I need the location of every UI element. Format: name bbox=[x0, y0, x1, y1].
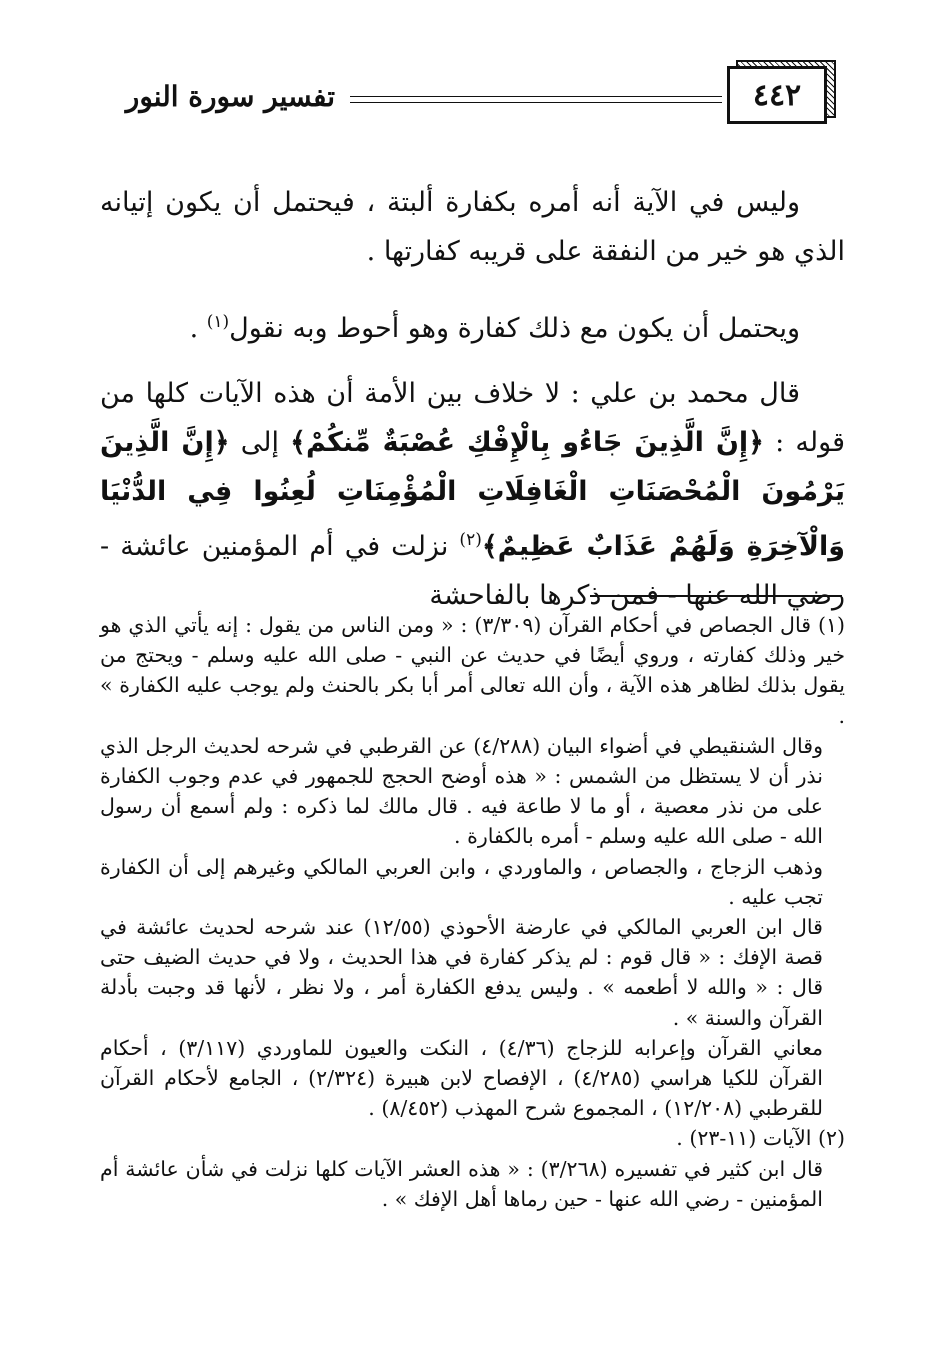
footnote-1-b: وقال الشنقيطي في أضواء البيان (٤/٢٨٨) عن القرطبي في شرحه لحديث الرجل الذي نذر أن لا يستظل من الشمس : « هذه أوضح الحجج للجمهور في عدم وجوب الكفارة على من نذر معصية ، أو ما لا طاعة فيه . قال مالك لما ذكره : ولم أسمع أن رسول الله - صلى الله عليه وسلم - أمره بالكفارة . bbox=[100, 733, 823, 849]
paragraph-2-text: ويحتمل أن يكون مع ذلك كفارة وهو أحوط وبه نقول bbox=[229, 313, 800, 344]
footnote-ref-2: (٢) bbox=[459, 530, 482, 550]
paragraph-1: وليس في الآية أنه أمره بكفارة ألبتة ، فيحتمل أن يكون إتيانه الذي هو خير من النفقة على قريبه كفارتها . bbox=[100, 187, 845, 267]
footnote-ref-1: (١) bbox=[206, 312, 230, 332]
page-number: ٤٤٢ bbox=[727, 66, 827, 124]
footnotes bbox=[100, 610, 845, 1214]
quran-verse-2: ﴿إِنَّ الَّذِينَ يَرْمُونَ الْمُحْصَنَاتِ الْغَافِلَاتِ الْمُؤْمِنَاتِ لُعِنُوا فِي الدُّنْيَا وَالْآخِرَةِ وَلَهُمْ عَذَابٌ عَظِيمٌ﴾ bbox=[100, 427, 845, 562]
footnote-1-c: وذهب الزجاج ، والجصاص ، والماوردي ، وابن العربي المالكي وغيرهم إلى أن الكفارة تجب عليه . bbox=[100, 854, 823, 909]
footnote-separator bbox=[590, 595, 842, 597]
footnote-1-e: معاني القرآن وإعرابه للزجاج (٤/٣٦) ، النكت والعيون للماوردي (٣/١١٧) ، أحكام القرآن للكيا هراسي (٤/٢٨٥) ، الإفصاح لابن هبيرة (٢/٣٢٤) ، الجامع لأحكام القرآن للقرطبي (١٢/٢٠٨) ، المجموع شرح المهذب (٨/٤٥٢) . bbox=[100, 1035, 824, 1121]
quran-verse-1: ﴿إِنَّ الَّذِينَ جَاءُو بِالْإِفْكِ عُصْبَةٌ مِّنكُمْ﴾ bbox=[290, 427, 764, 458]
main-text bbox=[100, 178, 845, 642]
footnote-1-a: (١) قال الجصاص في أحكام القرآن (٣/٣٠٩) : « ومن الناس من يقول : إنه يأتي الذي هو خير وذلك كفارته ، وروي أيضًا في حديث عن النبي - صلى الله عليه وسلم - ويحتج من يقول بذلك لظاهر هذه الآية ، وأن الله تعالى أمر أبا بكر بالحنث ولم يوجب عليه الكفارة » . bbox=[100, 613, 845, 728]
paragraph-3-connector: إلى bbox=[229, 427, 291, 458]
header-rule bbox=[350, 96, 722, 103]
paragraph-2-end: . bbox=[189, 313, 207, 344]
footnote-2-b: قال ابن كثير في تفسيره (٣/٢٦٨) : « هذه العشر الآيات كلها نزلت في شأن عائشة أم المؤمنين - رضي الله عنها - حين رماها أهل الإفك » . bbox=[100, 1156, 823, 1211]
paragraph-3-intro: قال محمد بن علي : لا خلاف بين الأمة أن هذه الآيات كلها من قوله : bbox=[100, 378, 845, 458]
running-title: تفسير سورة النور bbox=[125, 80, 335, 113]
paragraph-3 bbox=[100, 369, 845, 620]
paragraph-2 bbox=[100, 298, 845, 353]
paragraph-3-continuation: نزلت في أم المؤمنين عائشة - رضي الله عنها - فمن ذكرها بالفاحشة bbox=[100, 531, 845, 611]
footnote-1-d: قال ابن العربي المالكي في عارضة الأحوذي (١٢/٥٥) عند شرحه لحديث عائشة في قصة الإفك : « قال قوم : لم يذكر كفارة في هذا الحديث ، ولا في حديث الضيف حتى قال : « والله لا أطعمه » . وليس يدفع الكفارة أمر ، ولا نظر ، لأنها قد وجبت بأدلة القرآن والسنة » . bbox=[100, 915, 823, 1030]
footnote-2-a: (٢) الآيات (١١-٢٣) . bbox=[676, 1126, 845, 1151]
